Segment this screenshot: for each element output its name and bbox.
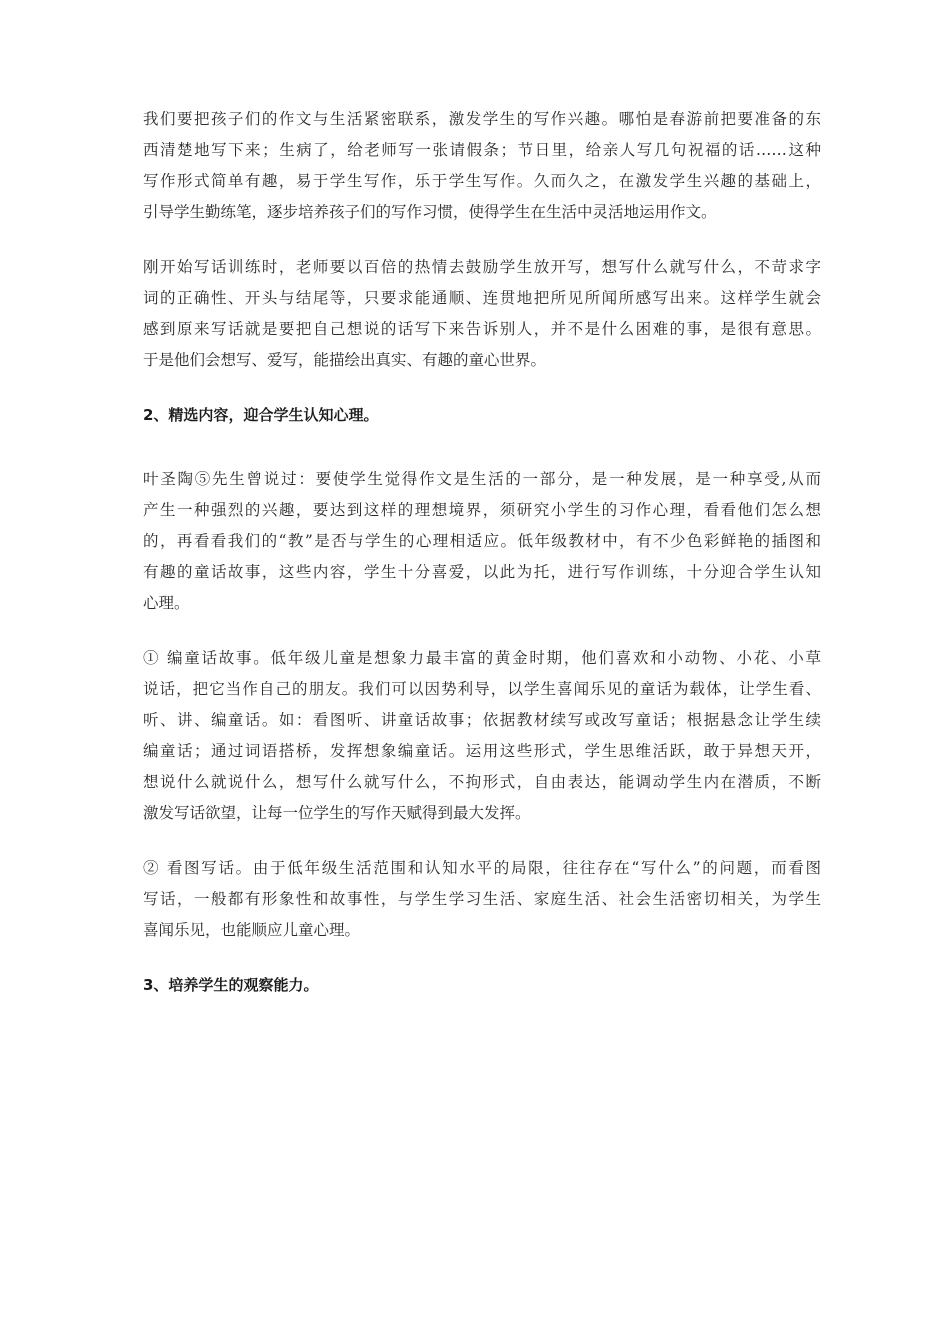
- text-line: 编童话；通过词语搭桥，发挥想象编童话。运用这些形式，学生思维活跃，敢于异想天开，: [143, 742, 821, 760]
- text-line: 叶圣陶⑤先生曾说过：要使学生觉得作文是生活的一部分，是一种发展，是一种享受,从而: [143, 470, 821, 488]
- text-line: ① 编童话故事。低年级儿童是想象力最丰富的黄金时期，他们喜欢和小动物、小花、小草: [143, 649, 821, 667]
- text-line: 说话，把它当作自己的朋友。我们可以因势利导，以学生喜闻乐见的童话为载体，让学生看、: [143, 680, 821, 698]
- paragraph-fairy-tales: [143, 643, 821, 829]
- paragraph-picture-writing: [143, 853, 821, 946]
- text-line: 心理。: [143, 594, 190, 612]
- text-line: 刚开始写话训练时，老师要以百倍的热情去鼓励学生放开写，想写什么就写什么，不苛求字: [143, 258, 821, 276]
- text-line: 词的正确性、开头与结尾等，只要求能通顺、连贯地把所见所闻所感写出来。这样学生就会: [143, 289, 821, 307]
- text-line: 听、讲、编童话。如：看图听、讲童话故事；依据教材续写或改写童话；根据悬念让学生续: [143, 711, 821, 729]
- text-line: 感到原来写话就是要把自己想说的话写下来告诉别人，并不是什么困难的事，是很有意思。: [143, 320, 821, 338]
- text-line: 我们要把孩子们的作文与生活紧密联系，激发学生的写作兴趣。哪怕是春游前把要准备的东: [143, 110, 821, 128]
- text-line: ② 看图写话。由于低年级生活范围和认知水平的局限，往往存在“写什么”的问题，而看图: [143, 859, 821, 877]
- text-line: 有趣的童话故事，这些内容，学生十分喜爱，以此为托，进行写作训练，十分迎合学生认知: [143, 563, 821, 581]
- text-line: 于是他们会想写、爱写，能描绘出真实、有趣的童心世界。: [143, 351, 547, 369]
- text-line: 产生一种强烈的兴趣，要达到这样的理想境界，须研究小学生的习作心理，看看他们怎么想: [143, 501, 821, 519]
- text-line: 激发写话欲望，让每一位学生的写作天赋得到最大发挥。: [143, 804, 531, 822]
- section-heading-3: 3、培养学生的观察能力。: [143, 976, 319, 994]
- paragraph-writing-training: [143, 252, 821, 376]
- text-line: 引导学生勤练笔，逐步培养孩子们的写作习惯，使得学生在生活中灵活地运用作文。: [143, 203, 717, 221]
- text-line: 喜闻乐见，也能顺应儿童心理。: [143, 921, 361, 939]
- paragraph-life-connection: [143, 104, 821, 228]
- text-line: 写话，一般都有形象性和故事性，与学生学习生活、家庭生活、社会生活密切相关，为学生: [143, 890, 821, 908]
- text-line: 的，再看看我们的“教”是否与学生的心理相适应。低年级教材中，有不少色彩鲜艳的插图和: [143, 532, 821, 550]
- text-line: 西清楚地写下来；生病了，给老师写一张请假条；节日里，给亲人写几句祝福的话……这种: [143, 141, 821, 159]
- document-page: [143, 104, 821, 1034]
- paragraph-ye-shengtao: [143, 464, 821, 619]
- text-line: 写作形式简单有趣，易于学生写作，乐于学生写作。久而久之，在激发学生兴趣的基础上，: [143, 172, 821, 190]
- text-line: 想说什么就说什么，想写什么就写什么，不拘形式，自由表达，能调动学生内在潜质，不断: [143, 773, 821, 791]
- section-heading-2: 2、精选内容，迎合学生认知心理。: [143, 406, 379, 424]
